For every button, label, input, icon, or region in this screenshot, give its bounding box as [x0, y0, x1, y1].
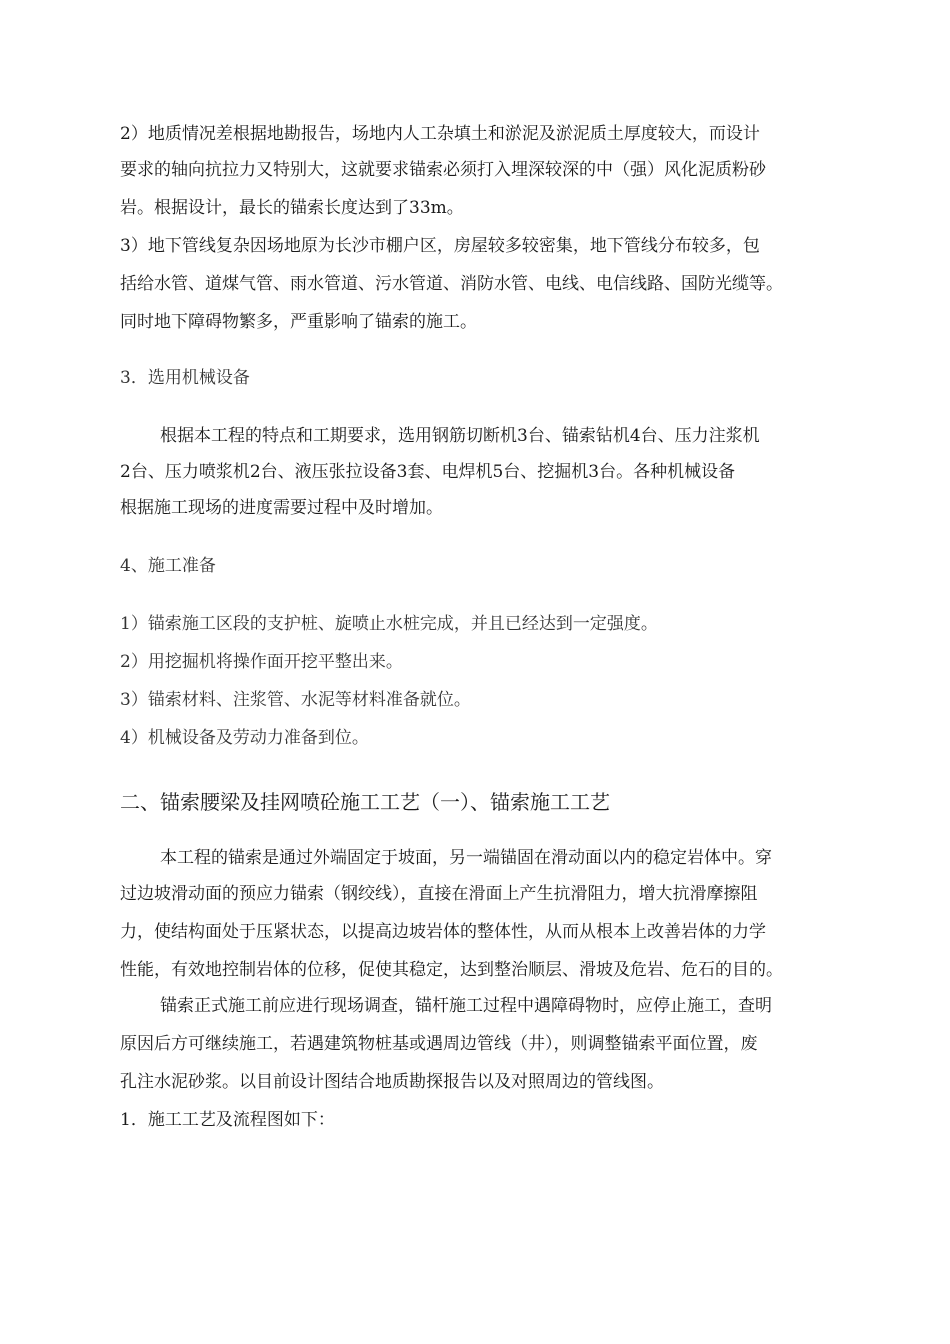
pipelines-line-1: 3）地下管线复杂因场地原为长沙市棚户区，房屋较多较密集，地下管线分布较多，包	[120, 236, 760, 256]
pipelines-line-2: 括给水管、道煤气管、雨水管道、污水管道、消防水管、电线、电信线路、国防光缆等。	[120, 274, 783, 294]
prep-item-1: 1）锚索施工区段的支护桩、旋喷止水桩完成，并且已经达到一定强度。	[120, 614, 658, 634]
prep-item-4: 4）机械设备及劳动力准备到位。	[120, 728, 369, 748]
prep-item-3: 3）锚索材料、注浆管、水泥等材料准备就位。	[120, 690, 471, 710]
survey-line-2: 原因后方可继续施工，若遇建筑物桩基或遇周边管线（井），则调整锚索平面位置，废	[120, 1034, 758, 1054]
anchor-line-3: 力，使结构面处于压紧状态，以提高边坡岩体的整体性，从而从根本上改善岩体的力学	[120, 922, 766, 942]
equipment-line-3: 根据施工现场的进度需要过程中及时增加。	[120, 498, 443, 518]
survey-line-3: 孔注水泥砂浆。以目前设计图结合地质勘探报告以及对照周边的管线图。	[120, 1072, 664, 1092]
pipelines-line-3: 同时地下障碍物繁多，严重影响了锚索的施工。	[120, 312, 477, 332]
geology-line-3: 岩。根据设计，最长的锚索长度达到了33m。	[120, 198, 464, 218]
anchor-line-4: 性能，有效地控制岩体的位移，促使其稳定，达到整治顺层、滑坡及危岩、危石的目的。	[120, 960, 783, 980]
equipment-heading: 3．选用机械设备	[120, 368, 250, 388]
geology-line-2: 要求的轴向抗拉力又特别大，这就要求锚索必须打入埋深较深的中（强）风化泥质粉砂	[120, 160, 766, 180]
process-heading: 1．施工工艺及流程图如下：	[120, 1110, 335, 1130]
geology-line-1: 2）地质情况差根据地勘报告，场地内人工杂填土和淤泥及淤泥质土厚度较大，而设计	[120, 124, 760, 144]
anchor-line-2: 过边坡滑动面的预应力锚索（钢绞线），直接在滑面上产生抗滑阻力，增大抗滑摩擦阻	[120, 884, 758, 904]
section-title: 二、锚索腰梁及挂网喷砼施工工艺（一）、锚索施工工艺	[120, 790, 610, 814]
survey-line-1: 锚索正式施工前应进行现场调查，锚杆施工过程中遇障碍物时，应停止施工，查明	[160, 996, 772, 1016]
equipment-line-1: 根据本工程的特点和工期要求，选用钢筋切断机3台、锚索钻机4台、压力注浆机	[160, 426, 760, 446]
prep-item-2: 2）用挖掘机将操作面开挖平整出来。	[120, 652, 403, 672]
equipment-line-2: 2台、压力喷浆机2台、液压张拉设备3套、电焊机5台、挖掘机3台。各种机械设备	[120, 462, 736, 482]
anchor-line-1: 本工程的锚索是通过外端固定于坡面，另一端锚固在滑动面以内的稳定岩体中。穿	[160, 848, 772, 868]
prep-heading: 4、施工准备	[120, 556, 216, 576]
